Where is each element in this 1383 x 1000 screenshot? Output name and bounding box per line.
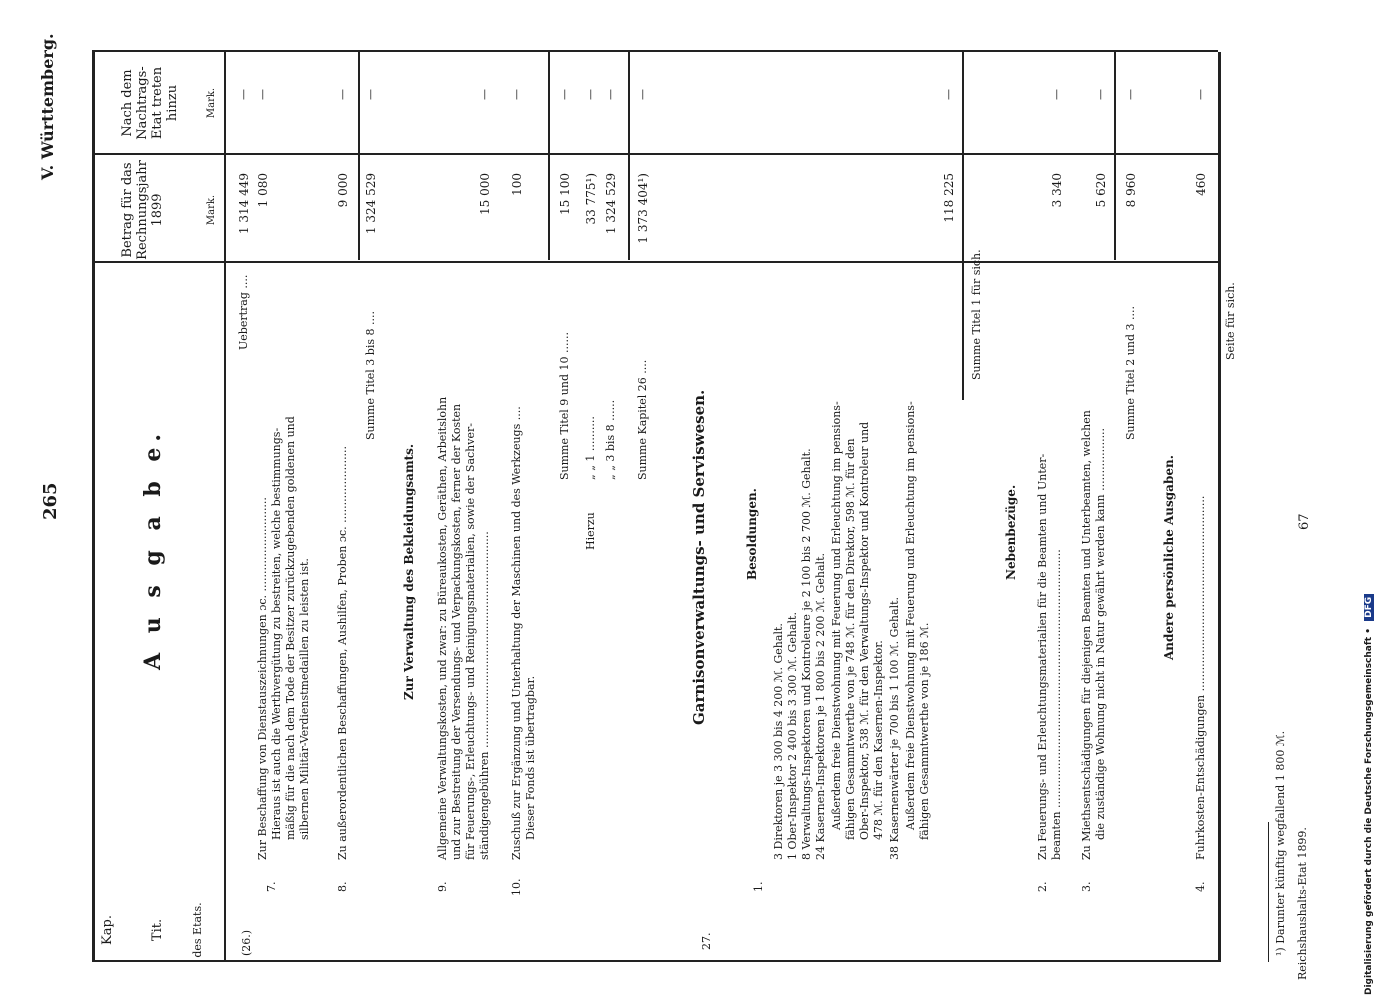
row9-line2: und zur Bestreitung der Versendungs- und Verpackungskosten, ferner der Kosten: [450, 403, 463, 860]
sum38-label: Summe Titel 3 bis 8 ....: [364, 311, 377, 440]
sum23-label: Summe Titel 2 und 3 ....: [1124, 306, 1137, 440]
kap-26: (26.): [240, 929, 253, 956]
row10-line1: Zuschuß zur Ergänzung und Unterhaltung der Maschinen und des Werkzeugs ....: [510, 406, 523, 860]
column-rule-right: [92, 50, 1218, 52]
row3-line1: Zu Miethsentschädigungen für diejenigen Beamten und Unterbeamten, welchen: [1080, 410, 1093, 860]
garnison-heading: Garnisonverwaltungs- und Serviswesen.: [690, 389, 708, 725]
row10-line2: Dieser Fonds ist übertragbar.: [524, 675, 537, 840]
bekleidung-heading: Zur Verwaltung des Bekleidungsamts.: [402, 443, 416, 700]
tit-3: 3.: [1080, 881, 1093, 892]
sum38-dash: —: [364, 89, 377, 100]
row7-dash1: —: [237, 89, 250, 100]
nebenbezuege-heading: Nebenbezüge.: [1004, 484, 1018, 580]
row8-amount: 9 000: [336, 173, 350, 208]
row3-amount: 5 620: [1094, 173, 1108, 208]
header-des-etats: des Etats.: [191, 902, 204, 958]
header-nachtrag: Nach dem Nachtrags-Etat treten hinzu: [120, 66, 180, 140]
row7-line2: Hieraus ist auch die Werthvergütung zu bestreiten, welche bestimmungs-: [270, 427, 283, 840]
sum1-rule: [962, 52, 964, 400]
digitization-text: Digitalisierung gefördert durch die Deutsche Forschungsgemeinschaft •: [1364, 628, 1374, 995]
tit-9: 9.: [436, 881, 449, 892]
header-betrag: Betrag für das Rechnungsjahr 1899: [120, 160, 165, 260]
row1-line11: fähigen Gesammtwerthe von je 186 ℳ.: [918, 622, 931, 840]
table-top-rule: [92, 52, 95, 962]
hierzu-38-amount: 1 324 529: [604, 173, 618, 235]
row8-text: Zu außerordentlichen Beschaffungen, Aushilfen, Proben ɔc. ......................: [336, 445, 349, 860]
header-tit: Tit.: [150, 918, 165, 942]
row7-line1: Zur Beschaffung von Dienstauszeichnungen ɔc. ...........................: [256, 497, 269, 860]
kap26-rule: [628, 52, 630, 260]
header-mark-nachtrag: Mark.: [206, 87, 217, 119]
kap26-sum-label: Summe Kapitel 26 ....: [636, 359, 649, 480]
row1-line5: Außerdem freie Dienstwohnung mit Feuerung und Erleuchtung im pensions-: [830, 401, 843, 830]
section-title: V. Württemberg.: [38, 33, 57, 180]
hierzu-1-amount: 33 775¹): [584, 173, 598, 225]
row7-dash2: —: [256, 89, 269, 100]
row1-line8: 478 ℳ. für den Kasernen-Inspektor.: [872, 640, 885, 840]
sum1-label: Summe Titel 1 für sich.: [970, 249, 983, 380]
row1-line6: fähigen Gesammtwerthe von je 748 ℳ. für den Direktor, 598 ℳ. für den: [844, 438, 857, 840]
row1-line9: 38 Kasernenwärter je 700 bis 1 100 ℳ. Gehalt.: [888, 596, 901, 860]
folio: 67: [1297, 513, 1312, 530]
tit-10: 10.: [510, 878, 523, 896]
sum910-rule: [548, 52, 550, 260]
kap26-sum-amount: 1 373 404¹): [636, 173, 650, 244]
besoldungen-heading: Besoldungen.: [745, 488, 759, 580]
row2-dash: —: [1050, 89, 1063, 100]
hierzu-1-dash: —: [584, 89, 597, 100]
row1-dash: —: [942, 89, 955, 100]
sum38-rule: [358, 52, 360, 260]
row3-dash: —: [1094, 89, 1107, 100]
row10-amount: 100: [510, 173, 524, 196]
hierzu-label: Hierzu: [584, 512, 597, 550]
sum38-amount: 1 324 529: [364, 173, 378, 235]
page-number: 265: [40, 482, 61, 520]
source-note: Reichshaushalts-Etat 1899.: [1296, 827, 1309, 980]
tit-8: 8.: [336, 881, 349, 892]
hierzu-38-dash: —: [604, 89, 617, 100]
header-kap: Kap.: [100, 915, 115, 945]
row9-line1: Allgemeine Verwaltungskosten, und zwar: zu Büreaukosten, Geräthen, Arbeitslohn: [436, 396, 449, 860]
row9-line3: für Feuerungs-, Erleuchtungs- und Reinigungsmaterialien, sowie der Sachver-: [464, 423, 477, 860]
header-bottom-rule: [224, 52, 226, 962]
row4-text: Fuhrkosten-Entschädigungen ........................................................: [1194, 495, 1207, 860]
sum910-label: Summe Titel 9 und 10 ......: [558, 332, 571, 480]
header-mark-betrag: Mark.: [206, 194, 217, 226]
row1-line7: Ober-Inspektor, 538 ℳ. für den Verwaltungs-Inspektor und Kontroleur und: [858, 421, 871, 840]
row9-dash: —: [478, 89, 491, 100]
row2-line1: Zu Feuerungs- und Erleuchtungsmaterialien für die Beamten und Unter-: [1036, 453, 1049, 860]
kap26-sum-dash: —: [636, 89, 649, 100]
row1-line4: 24 Kasernen-Inspektoren je 1 800 bis 2 200 ℳ. Gehalt.: [814, 553, 827, 860]
column-rule-title: [92, 261, 1218, 263]
row4-amount: 460: [1194, 173, 1208, 196]
row7-amount1: 1 314 449: [237, 173, 251, 235]
tit-7: 7.: [265, 881, 278, 892]
row2-line2: beamten ..........................................................................: [1050, 549, 1063, 860]
footnote-rule: [1268, 822, 1269, 962]
tit-4: 4.: [1194, 881, 1207, 892]
row7-uebertrag: Uebertrag ....: [237, 274, 250, 350]
row3-line2: die zuständige Wohnung nicht in Natur gewährt werden kann ..................: [1094, 427, 1107, 840]
table-bottom-rule: [1218, 52, 1221, 962]
sum23-rule: [1114, 52, 1116, 260]
tit-2: 2.: [1036, 881, 1049, 892]
row1-line10: Außerdem freie Dienstwohnung mit Feuerung und Erleuchtung im pensions-: [904, 401, 917, 830]
row8-dash: —: [336, 89, 349, 100]
row1-amount: 118 225: [942, 173, 956, 223]
row9-amount: 15 000: [478, 173, 492, 215]
column-rule-betrag: [92, 153, 1218, 155]
row9-line4: ständigengebühren ..............................................................: [478, 531, 491, 860]
sum910-amount: 15 100: [558, 173, 572, 215]
seite-label: Seite für sich.: [1224, 282, 1237, 360]
dfg-logo: DFG: [1364, 594, 1374, 621]
row10-dash: —: [510, 89, 523, 100]
row1-line1: 3 Direktoren je 3 300 bis 4 200 ℳ. Gehalt.: [772, 623, 785, 860]
sum23-dash: —: [1124, 89, 1137, 100]
kap-27: 27.: [700, 932, 713, 950]
row2-amount: 3 340: [1050, 173, 1064, 208]
hierzu-38: „ „ 3 bis 8 ......: [604, 399, 617, 480]
row4-dash: —: [1194, 89, 1207, 100]
column-rule-left: [92, 960, 1218, 962]
table-title: A u s g a b e.: [140, 427, 166, 670]
hierzu-1: „ „ 1 ..........: [584, 416, 597, 480]
tit-1: 1.: [752, 881, 765, 892]
footnote: ¹) Darunter künftig wegfallend 1 800 ℳ.: [1274, 730, 1287, 956]
andere-heading: Andere persönliche Ausgaben.: [1162, 455, 1176, 660]
row1-line3: 8 Verwaltungs-Inspektoren und Kontroleure je 2 100 bis 2 700 ℳ. Gehalt.: [800, 448, 813, 860]
row7-line4: silbernen Militär-Verdienstmedaillen zu leisten ist.: [298, 558, 311, 840]
sum910-dash: —: [558, 89, 571, 100]
row7-amount2: 1 080: [256, 173, 270, 208]
sum23-amount: 8 960: [1124, 173, 1138, 208]
row1-line2: 1 Ober-Inspektor 2 400 bis 3 300 ℳ. Gehalt.: [786, 612, 799, 860]
row7-line3: mäßig für die nach dem Tode der Besitzer zurückzugebenden goldenen und: [284, 416, 297, 840]
